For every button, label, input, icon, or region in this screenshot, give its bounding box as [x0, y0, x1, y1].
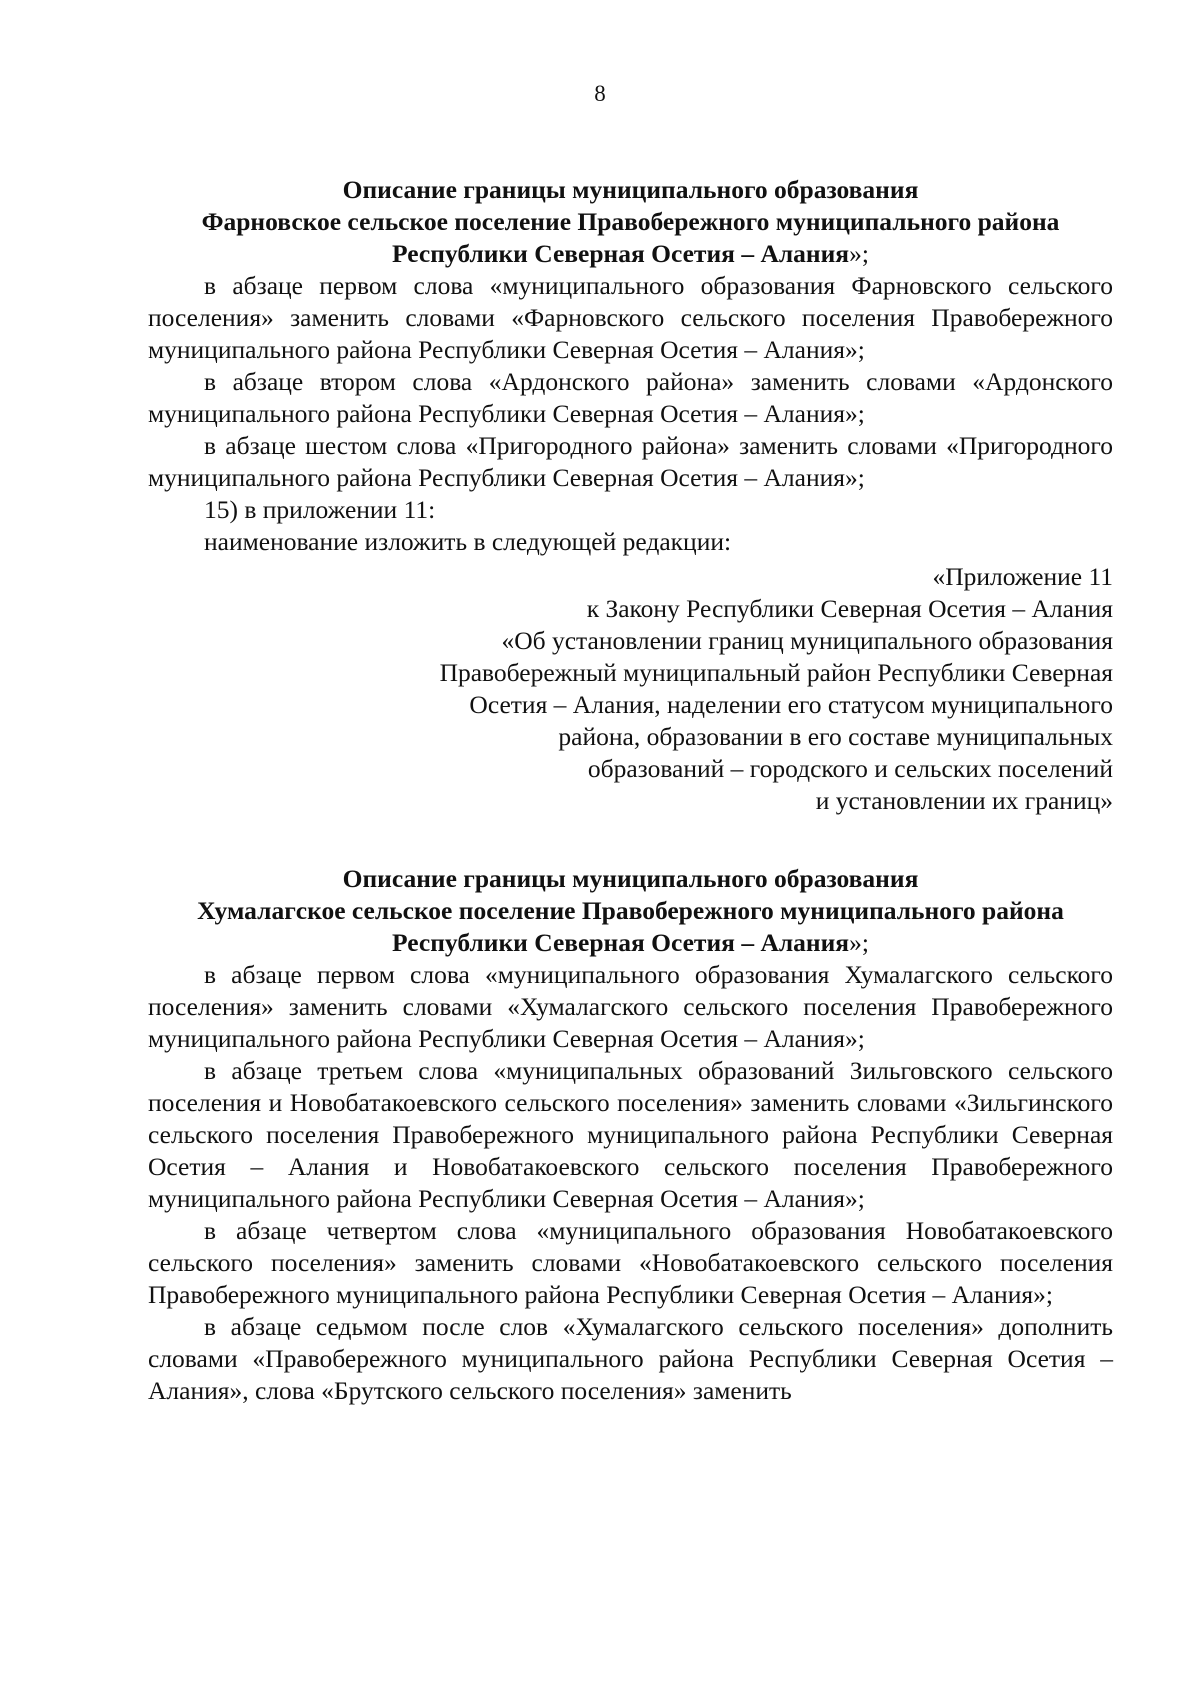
appendix-line: района, образовании в его составе муниципальных: [558, 722, 1113, 751]
paragraph: в абзаце втором слова «Ардонского района» заменить словами «Ардонского муниципального района Республики Северная Осетия – Алания»;: [148, 367, 1113, 428]
appendix-line: «Об установлении границ муниципального образования: [501, 626, 1113, 655]
paragraph: 15) в приложении 11:: [204, 495, 436, 524]
paragraph: в абзаце шестом слова «Пригородного района» заменить словами «Пригородного муниципального района Республики Северная Осетия – Алания»;: [148, 431, 1113, 492]
paragraph: в абзаце седьмом после слов «Хумалагского сельского поселения» дополнить словами «Правобережного муниципального района Республики Северная Осетия – Алания», слова «Брутского сельского поселения» заменить: [148, 1312, 1113, 1405]
document-body: [148, 174, 1113, 1407]
appendix-block: [148, 561, 1113, 817]
section-heading-farnovskoe: [148, 174, 1113, 270]
heading-line: [148, 238, 1113, 270]
heading-line: Фарновское сельское поселение Правобережного муниципального района: [201, 207, 1060, 236]
paragraph: в абзаце третьем слова «муниципальных образований Зильговского сельского поселения и Новобатакоевского сельского поселения» заменить словами «Зильгинского сельского поселения Правобережного муниципального района Республики Северная Осетия – Алания и Новобатакоевского сельского поселения Правобережного муниципального района Республики Северная Осетия – Алания»;: [148, 1056, 1113, 1213]
appendix-line: Правобережный муниципальный район Республики Северная: [439, 658, 1113, 687]
paragraph: в абзаце первом слова «муниципального образования Фарновского сельского поселения» заменить словами «Фарновского сельского поселения Правобережного муниципального района Республики Северная Осетия – Алания»;: [148, 271, 1113, 364]
heading-line: [148, 927, 1113, 959]
section-heading-khumalagskoe: [148, 863, 1113, 959]
heading-line: Описание границы муниципального образования: [342, 175, 919, 204]
page-number: 8: [594, 81, 606, 106]
heading-line: Хумалагское сельское поселение Правобережного муниципального района: [197, 896, 1064, 925]
paragraph: в абзаце четвертом слова «муниципального образования Новобатакоевского сельского поселения» заменить словами «Новобатакоевского сельского поселения Правобережного муниципального района Республики Северная Осетия – Алания»;: [148, 1216, 1113, 1309]
appendix-line: к Закону Республики Северная Осетия – Алания: [586, 594, 1113, 623]
appendix-line: образований – городского и сельских поселений: [587, 754, 1113, 783]
appendix-line: Осетия – Алания, наделении его статусом муниципального: [469, 690, 1113, 719]
spacer: [148, 817, 1113, 863]
heading-tail-text: »;: [849, 928, 869, 957]
heading-bold-text: Республики Северная Осетия – Алания: [392, 239, 850, 268]
heading-line: Описание границы муниципального образования: [342, 864, 919, 893]
appendix-line: «Приложение 11: [932, 562, 1113, 591]
heading-tail-text: »;: [849, 239, 869, 268]
heading-bold-text: Республики Северная Осетия – Алания: [392, 928, 850, 957]
appendix-line: и установлении их границ»: [815, 786, 1113, 815]
paragraph: наименование изложить в следующей редакции:: [204, 527, 732, 556]
paragraph: в абзаце первом слова «муниципального образования Хумалагского сельского поселения» заменить словами «Хумалагского сельского поселения Правобережного муниципального района Республики Северная Осетия – Алания»;: [148, 960, 1113, 1053]
